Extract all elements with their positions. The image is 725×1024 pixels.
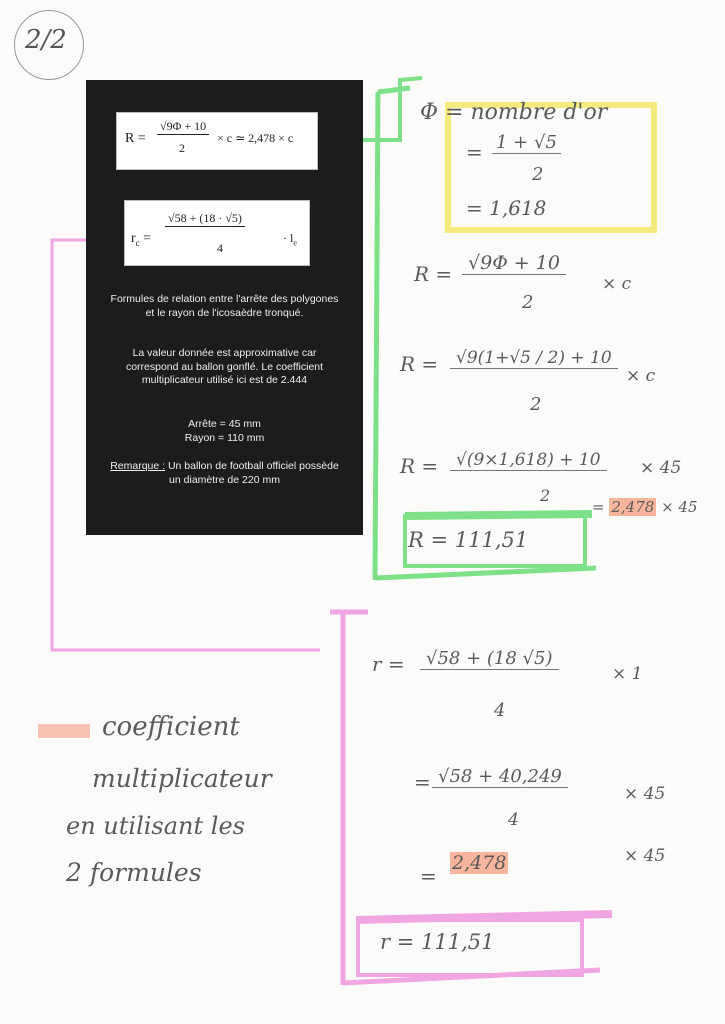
phi-step2-numerator: 1 + √5 xyxy=(492,132,561,154)
formula-r-box xyxy=(124,200,310,266)
R-step3-numerator: √(9×1,618) + 10 xyxy=(450,450,607,471)
card-remark-label: Remarque : xyxy=(110,460,166,472)
card-paragraph-1: Formules de relation entre l'arrête des polygones et le rayon de l'icosaèdre tronqué. xyxy=(110,293,339,319)
page-number-circle xyxy=(14,10,84,80)
card-edge: Arrête = 45 mm xyxy=(188,418,261,430)
phi-step2-denominator: 2 xyxy=(532,164,544,185)
R-step1-lhs: R = xyxy=(414,262,453,286)
R-coefficient-prefix: = xyxy=(592,498,605,516)
formula-R-numerator: √9Φ + 10 xyxy=(157,119,209,135)
R-step2-denominator: 2 xyxy=(530,394,542,415)
r-coefficient-value: 2,478 xyxy=(452,852,507,874)
r-step2-tail: × 45 xyxy=(624,784,666,804)
legend-line-2: multiplicateur xyxy=(92,764,272,793)
green-bracket-bottom xyxy=(375,568,596,578)
R-step1-denominator: 2 xyxy=(522,292,534,313)
legend-line-4: 2 formules xyxy=(66,858,202,887)
info-card xyxy=(86,80,363,535)
R-coefficient xyxy=(592,498,698,516)
R-step1-numerator: √9Φ + 10 xyxy=(462,252,566,275)
formula-R-lhs: R = xyxy=(125,131,146,146)
R-coefficient-tail: × 45 xyxy=(661,498,698,516)
formula-r-lhs-sub: c xyxy=(135,237,140,248)
legend-line-3: en utilisant les xyxy=(66,812,245,840)
R-step2-numerator: √9(1+√5 / 2) + 10 xyxy=(450,348,618,369)
R-step2-lhs: R = xyxy=(400,352,439,376)
card-paragraph-2: La valeur donnée est approximative car correspond au ballon gonflé. Le coefficient multiplicateur utilisé ici est de 2.444 xyxy=(125,347,324,386)
formula-r-denominator: 4 xyxy=(217,241,223,255)
formula-r-lhs: $r_c$ = xyxy=(131,231,152,248)
r-step3-tail: × 45 xyxy=(624,846,666,866)
R-step1-tail: × c xyxy=(602,274,632,294)
R-coefficient-value: 2,478 xyxy=(611,498,655,516)
card-remark-text: Un ballon de football officiel possède un diamètre de 220 mm xyxy=(167,460,339,486)
R-step3-lhs: R = xyxy=(400,454,439,478)
green-bracket-top xyxy=(378,88,410,92)
legend-line-1: coefficient xyxy=(102,712,240,742)
formula-R-denominator: 2 xyxy=(179,141,185,155)
card-remark xyxy=(106,460,343,487)
R-step2-tail: × c xyxy=(626,366,656,386)
phi-value: = 1,618 xyxy=(466,196,547,220)
r-step1-lhs: r = xyxy=(372,652,405,676)
formula-R-tail: × c ≃ 2,478 × c xyxy=(217,131,294,145)
phi-step2-prefix: = xyxy=(466,140,483,164)
page-number: 2/2 xyxy=(25,25,67,55)
formula-r-tail-sub: e xyxy=(293,238,297,248)
R-result: R = 111,51 xyxy=(408,528,529,552)
orange-legend-swatch xyxy=(38,724,90,738)
formula-r-tail-main: · l xyxy=(283,231,294,245)
r-step1-denominator: 4 xyxy=(494,700,506,721)
formula-r-tail xyxy=(283,231,297,247)
r-step3-lhs: = xyxy=(420,864,437,888)
formula-r-numerator: √58 + (18 · √5) xyxy=(165,211,245,227)
green-result-bar xyxy=(405,514,592,516)
r-result: r = 111,51 xyxy=(380,930,495,954)
r-step2-numerator: √58 + 40,249 xyxy=(432,766,568,788)
R-step3-denominator: 2 xyxy=(540,486,551,505)
green-bracket-left xyxy=(375,92,378,580)
R-step3-tail: × 45 xyxy=(640,458,682,478)
r-step2-lhs: = xyxy=(414,770,431,794)
phi-definition: Φ = nombre d'or xyxy=(420,100,608,125)
r-step1-tail: × 1 xyxy=(612,664,643,684)
formula-R-box xyxy=(116,112,318,170)
r-step2-denominator: 4 xyxy=(508,810,519,830)
r-step1-numerator: √58 + (18 √5) xyxy=(420,648,559,670)
formula-r-lhs-main: r xyxy=(131,231,136,246)
card-radius: Rayon = 110 mm xyxy=(184,432,265,444)
